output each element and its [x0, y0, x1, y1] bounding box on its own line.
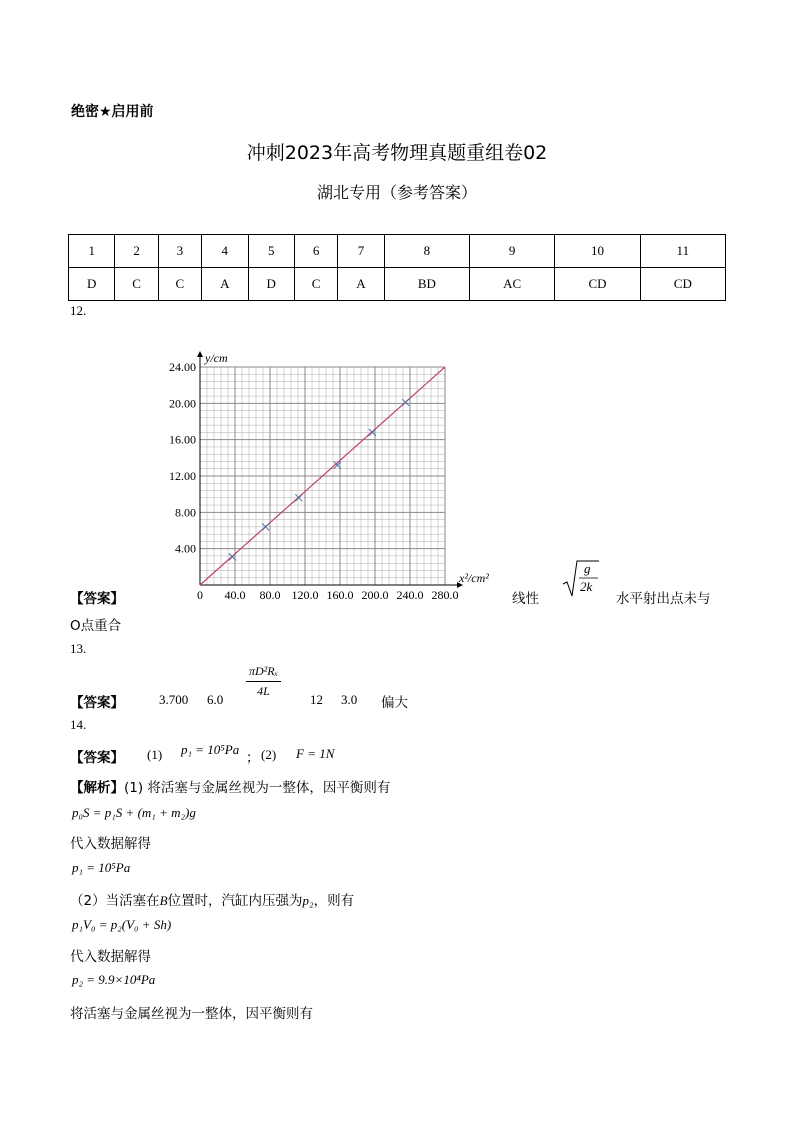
x-tick-label: 80.0 — [259, 588, 281, 602]
sqrt-numerator: g — [584, 561, 591, 576]
answer-table-number-row — [69, 235, 726, 268]
scatter-chart — [150, 345, 489, 605]
answer-reason: 水平射出点未与 — [616, 591, 711, 607]
x-tick-label: 280.0 — [431, 588, 459, 602]
y-tick-label: 4.00 — [175, 541, 196, 556]
pressure-symbol: p₂ — [302, 893, 314, 908]
question-number-cell: 11 — [640, 235, 725, 268]
y-tick-label: 12.00 — [169, 469, 196, 483]
fraction-denominator: 4L — [257, 684, 270, 698]
page-title: 冲刺2023年高考物理真题重组卷02 — [246, 142, 548, 164]
answer-value-3: 12 — [310, 692, 323, 707]
answer-separator: ； — [246, 750, 260, 766]
question-number-cell: 6 — [294, 235, 337, 268]
equation-b: p₁ = 10⁵Pa — [72, 860, 131, 875]
confidential-label: 绝密★启用前 — [71, 104, 154, 120]
answer-equation-2: F = 1N — [296, 746, 335, 761]
x-tick-label: 0 — [197, 588, 203, 602]
answer-reason-continued: O点重合 — [70, 618, 122, 634]
question-number-cell: 3 — [158, 235, 201, 268]
point-b-label: B — [159, 893, 168, 908]
answer-cell: CD — [640, 268, 725, 301]
answer-cell: A — [338, 268, 384, 301]
page-subtitle: 湖北专用（参考答案） — [316, 183, 477, 202]
answer-label: 【答案】 — [70, 750, 124, 766]
y-axis-arrow-icon — [197, 351, 203, 357]
answer-value-5: 偏大 — [381, 695, 408, 711]
answer-cell: AC — [470, 268, 555, 301]
analysis-line-1 — [70, 776, 390, 796]
fraction — [246, 664, 281, 699]
answer-cell: C — [158, 268, 201, 301]
answer-label: 【答案】 — [70, 695, 124, 711]
analysis-last-line: 将活塞与金属丝视为一整体，因平衡则有 — [70, 1006, 313, 1022]
question-number-13: 13. — [70, 641, 87, 656]
x-tick-label: 240.0 — [396, 588, 424, 602]
x-tick-label: 40.0 — [224, 588, 246, 602]
question-number-cell: 7 — [338, 235, 384, 268]
answer-cell: C — [294, 268, 337, 301]
answer-linear: 线性 — [512, 591, 539, 607]
x-tick-label: 120.0 — [291, 588, 319, 602]
equation-d: p₂ = 9.9×10⁴Pa — [72, 972, 156, 987]
y-tick-label: 16.00 — [169, 432, 196, 447]
answer-value-4: 3.0 — [341, 692, 358, 707]
question-number-cell: 2 — [115, 235, 158, 268]
analysis-text: 位置时，汽缸内压强为 — [167, 893, 303, 909]
answer-cell: C — [115, 268, 158, 301]
answer-cell: D — [69, 268, 115, 301]
answer-cell: CD — [555, 268, 640, 301]
question-number-cell: 4 — [202, 235, 248, 268]
analysis-text: （2）当活塞在 — [70, 893, 160, 909]
answer-equation-1: p₁ = 10⁵Pa — [181, 742, 240, 757]
fraction-numerator: πD²Rₓ — [246, 664, 281, 682]
y-axis-label: y/cm — [205, 351, 228, 365]
answer-table — [68, 234, 726, 301]
question-number-cell: 5 — [248, 235, 294, 268]
answer-cell: BD — [384, 268, 469, 301]
x-tick-label: 160.0 — [326, 588, 354, 602]
x-tick-label: 200.0 — [361, 588, 389, 602]
sqrt-expression — [561, 558, 601, 598]
answer-value-2: 6.0 — [207, 692, 224, 707]
answer-part-1-label: (1) — [147, 747, 163, 762]
question-number-cell: 9 — [470, 235, 555, 268]
analysis-line-2 — [70, 889, 354, 909]
analysis-text: (1) 将活塞与金属丝视为一整体，因平衡则有 — [124, 780, 391, 796]
question-number-12: 12. — [70, 303, 87, 318]
substitution-text-2: 代入数据解得 — [70, 949, 151, 965]
equation-a: p₀S = p₁S + (m₁ + m₂)g — [72, 805, 196, 820]
analysis-label: 【解析】 — [70, 780, 124, 796]
fraction-expression — [246, 664, 281, 699]
y-tick-label: 20.00 — [169, 396, 196, 411]
answer-part-2-label: (2) — [261, 747, 277, 762]
answer-value-1: 3.700 — [159, 692, 189, 707]
answer-cell: D — [248, 268, 294, 301]
substitution-text-1: 代入数据解得 — [70, 836, 151, 852]
sqrt-denominator: 2k — [580, 579, 593, 594]
question-number-cell: 8 — [384, 235, 469, 268]
question-number-14: 14. — [70, 717, 87, 732]
answer-label: 【答案】 — [70, 591, 124, 607]
question-number-cell: 1 — [69, 235, 115, 268]
question-number-cell: 10 — [555, 235, 640, 268]
analysis-text: ，则有 — [313, 893, 355, 909]
equation-c: p₁V₀ = p₂(V₀ + Sh) — [72, 917, 172, 932]
y-tick-label: 8.00 — [175, 505, 196, 520]
answer-cell: A — [202, 268, 248, 301]
answer-table-answer-row — [69, 268, 726, 301]
y-tick-label: 24.00 — [169, 360, 196, 374]
x-axis-label: x²/cm² — [459, 571, 489, 585]
